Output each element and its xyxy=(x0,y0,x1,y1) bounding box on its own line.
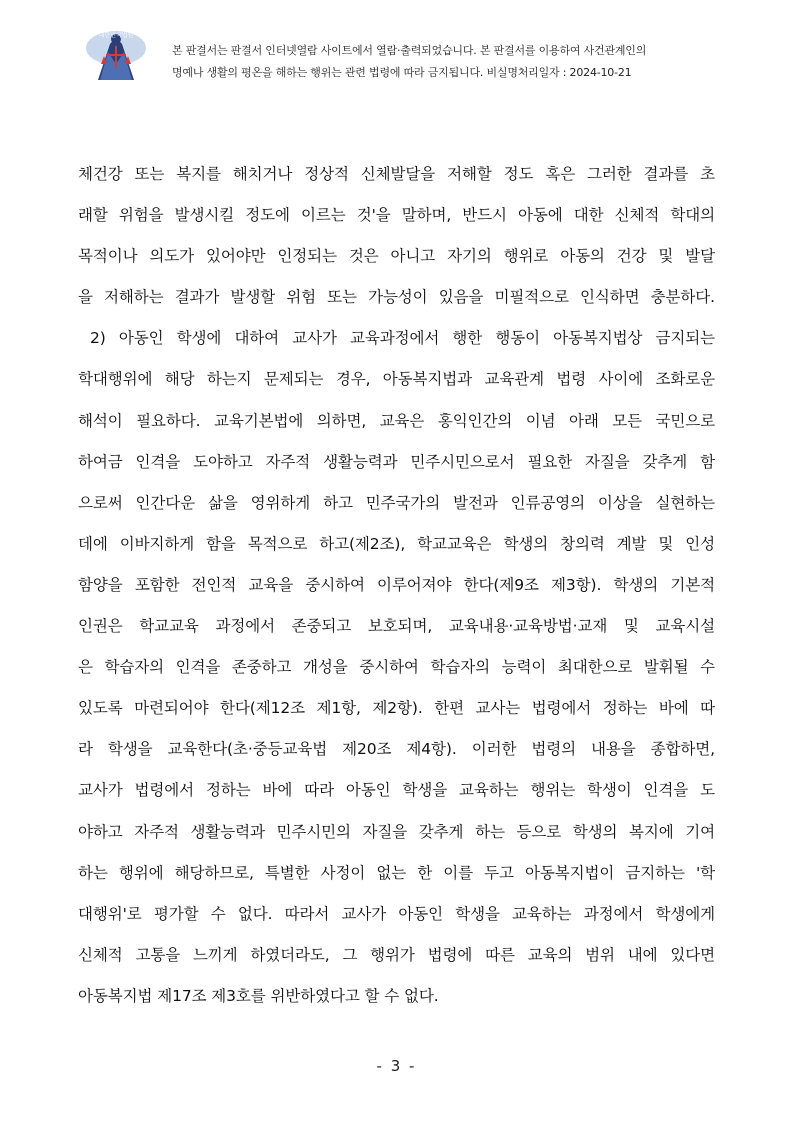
text-line: 하는 행위에 해당하므로, 특별한 사정이 없는 한 이를 두고 아동복지법이 금지하는 '학 xyxy=(78,863,715,882)
text-line: 교사가 법령에서 정하는 바에 따라 아동인 학생을 교육하는 행위는 학생이 인격을 도 xyxy=(78,781,715,800)
text-line: 하여금 인격을 도야하고 자주적 생활능력과 민주시민으로서 필요한 자질을 갖추게 함 xyxy=(78,452,715,471)
text-line: 은 학습자의 인격을 존중하고 개성을 중시하여 학습자의 능력이 최대한으로 발휘될 수 xyxy=(78,658,715,677)
text-line: 아동복지법 제17조 제3호를 위반하였다고 할 수 없다. xyxy=(78,986,439,1005)
text-line: 을 저해하는 결과가 발생할 위험 또는 가능성이 있음을 미필적으로 인식하면 충분하다. xyxy=(78,288,715,307)
text-line: 신체적 고통을 느끼게 하였더라도, 그 행위가 법령에 따른 교육의 범위 내에 있다면 xyxy=(78,945,715,964)
text-line: 체건강 또는 복지를 해치거나 정상적 신체발달을 저해할 정도 혹은 그러한 결과를 초 xyxy=(78,165,715,183)
document-header xyxy=(70,24,750,84)
text-line: 목적이나 의도가 있어야만 인정되는 것은 아니고 자기의 행위로 아동의 건강 및 발달 xyxy=(78,247,715,266)
text-line: 인권은 학교교육 과정에서 존중되고 보호되며, 교육내용·교육방법·교재 및 교육시설 xyxy=(78,617,715,636)
text-line: 으로써 인간다운 삶을 영위하게 하고 민주국가의 발전과 인류공영의 이상을 실현하는 xyxy=(78,493,715,512)
reading-notice xyxy=(172,40,752,84)
judgment-body xyxy=(78,160,715,1023)
text-line: 2) 아동인 학생에 대하여 교사가 교육과정에서 행한 행동이 아동복지법상 금지되는 xyxy=(90,329,715,348)
notice-line: 명예나 생활의 평온을 해하는 행위는 관련 법령에 따라 금지됩니다. 비실명처리일자 : 2024-10-21 xyxy=(172,66,632,79)
text-line: 데에 이바지하게 함을 목적으로 하고(제2조), 학교교육은 학생의 창의력 계발 및 인성 xyxy=(78,534,715,553)
logo-text: 대한민국법원 xyxy=(98,32,134,39)
text-line: 야하고 자주적 생활능력과 민주시민의 자질을 갖추게 하는 등으로 학생의 복지에 기여 xyxy=(78,822,715,841)
text-line: 학대행위에 해당 하는지 문제되는 경우, 아동복지법과 교육관계 법령 사이에 조화로운 xyxy=(78,370,715,389)
page-number: - 3 - xyxy=(376,1057,417,1075)
text-line: 라 학생을 교육한다(초·중등교육법 제20조 제4항). 이러한 법령의 내용을 종합하면, xyxy=(78,740,715,759)
text-line: 해석이 필요하다. 교육기본법에 의하면, 교육은 홍익인간의 이념 아래 모든 국민으로 xyxy=(78,411,715,430)
text-line: 대행위'로 평가할 수 없다. 따라서 교사가 아동인 학생을 교육하는 과정에서 학생에게 xyxy=(78,904,715,923)
court-logo-icon xyxy=(70,24,162,84)
text-line: 래할 위험을 발생시킬 정도에 이르는 것'을 말하며, 반드시 아동에 대한 신체적 학대의 xyxy=(78,206,715,225)
text-line: 함양을 포함한 전인적 교육을 중시하여 이루어져야 한다(제9조 제3항). 학생의 기본적 xyxy=(78,575,715,594)
text-line: 있도록 마련되어야 한다(제12조 제1항, 제2항). 한편 교사는 법령에서 정하는 바에 따 xyxy=(78,699,715,718)
notice-line: 본 판결서는 판결서 인터넷열람 사이트에서 열람·출력되었습니다. 본 판결서를 이용하여 사건관계인의 xyxy=(172,44,647,57)
